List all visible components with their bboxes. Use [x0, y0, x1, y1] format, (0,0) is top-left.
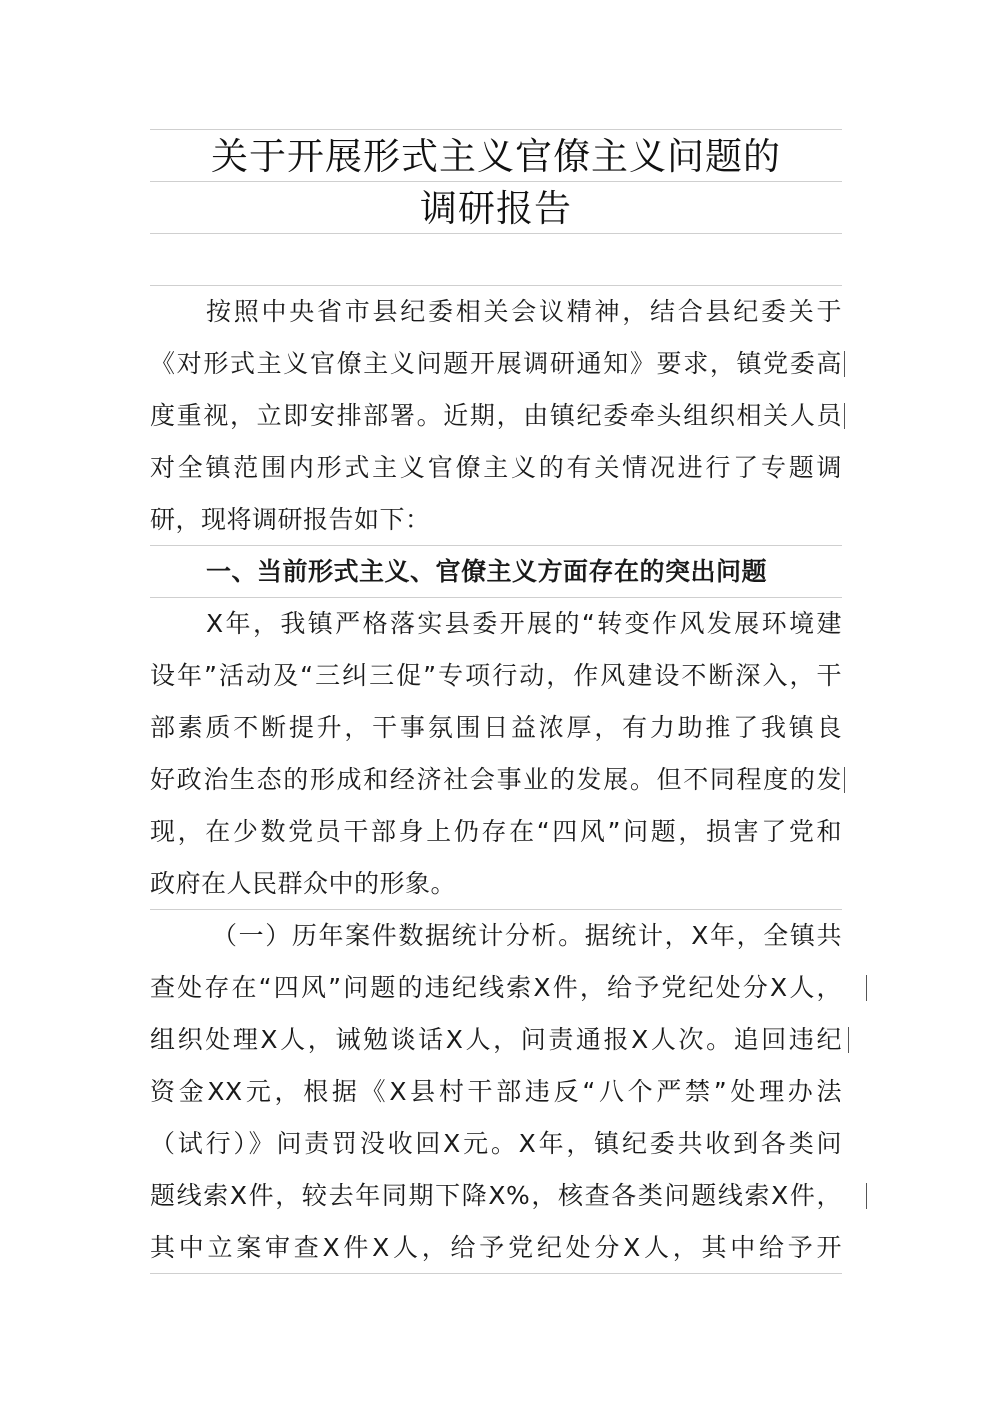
subsection-paragraph-line: 题线索X件，较去年同期下降X%，核查各类问题线索X件， [150, 1181, 842, 1210]
intro-paragraph-line: 度重视，立即安排部署。近期，由镇纪委牵头组织相关人员 [150, 401, 842, 430]
intro-paragraph-line: 对全镇范围内形式主义官僚主义的有关情况进行了专题调 [150, 453, 842, 482]
intro-paragraph-line: 按照中央省市县纪委相关会议精神，结合县纪委关于 [206, 297, 842, 326]
subsection-paragraph-line: （一）历年案件数据统计分析。据统计，X年，全镇共 [212, 921, 842, 950]
section-heading: 一、当前形式主义、官僚主义方面存在的突出问题 [206, 557, 768, 586]
section-paragraph-line: 部素质不断提升，干事氛围日益浓厚，有力助推了我镇良 [150, 713, 842, 742]
section-paragraph-line: 设年”活动及“三纠三促”专项行动，作风建设不断深入，干 [150, 661, 842, 690]
margin-tick [866, 975, 867, 1001]
section-paragraph-line: 现，在少数党员干部身上仍存在“四风”问题，损害了党和 [150, 817, 842, 846]
rule-line [150, 129, 842, 130]
section-paragraph-line: 政府在人民群众中的形象。 [150, 869, 457, 898]
subsection-paragraph-line: （试行）》问责罚没收回X元。X年，镇纪委共收到各类问 [150, 1129, 842, 1158]
margin-tick [844, 351, 845, 377]
subsection-paragraph-line: 查处存在“四风”问题的违纪线索X件，给予党纪处分X人， [150, 973, 842, 1002]
document-page [150, 0, 842, 1403]
document-title-line-2: 调研报告 [420, 187, 572, 230]
margin-tick [844, 767, 845, 793]
intro-paragraph-line: 《对形式主义官僚主义问题开展调研通知》要求，镇党委高 [150, 349, 842, 378]
margin-tick [848, 1027, 849, 1053]
document-title-line-1: 关于开展形式主义官僚主义问题的 [211, 135, 781, 178]
section-paragraph-line: 好政治生态的形成和经济社会事业的发展。但不同程度的发 [150, 765, 842, 794]
rule-line [150, 181, 842, 182]
margin-tick [866, 1183, 867, 1209]
intro-paragraph-line: 研，现将调研报告如下： [150, 505, 431, 534]
section-paragraph-line: X年，我镇严格落实县委开展的“转变作风发展环境建 [206, 609, 842, 638]
margin-tick [844, 403, 845, 429]
subsection-paragraph-line: 资金XX元，根据《X县村干部违反“八个严禁”处理办法 [150, 1077, 842, 1106]
subsection-paragraph-line: 其中立案审查X件X人，给予党纪处分X人，其中给予开 [150, 1233, 842, 1262]
rule-line [150, 1273, 842, 1274]
rule-line [150, 233, 842, 234]
subsection-paragraph-line: 组织处理X人，诫勉谈话X人，问责通报X人次。追回违纪 [150, 1025, 842, 1054]
